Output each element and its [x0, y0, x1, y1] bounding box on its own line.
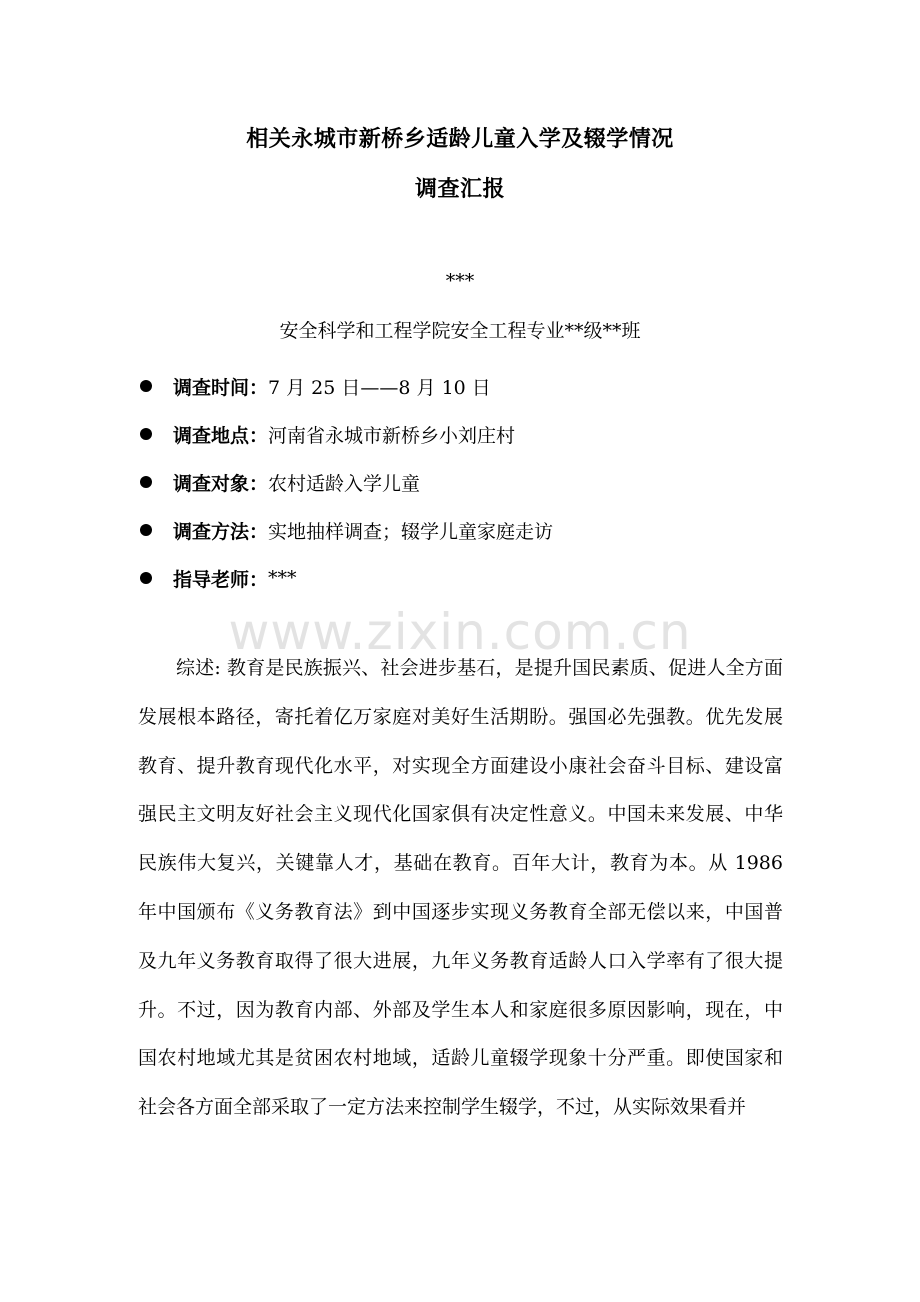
survey-info-list [137, 362, 817, 602]
document-title-line1: 相关永城市新桥乡适龄儿童入学及辍学情况 [246, 127, 674, 152]
bullet-icon [140, 524, 152, 536]
info-label: 调查方法： [173, 520, 269, 543]
info-value: 实地抽样调查；辍学儿童家庭走访 [268, 520, 554, 543]
info-item-method [137, 506, 817, 554]
info-item-advisor [137, 554, 817, 602]
bullet-icon [140, 476, 152, 488]
author-affiliation: 安全科学和工程学院安全工程专业**级**班 [279, 320, 641, 342]
bullet-icon [140, 428, 152, 440]
info-item-location [137, 410, 817, 458]
info-value: 7 月 25 日——8 月 10 日 [268, 376, 491, 399]
watermark: www.zixin.com.cn [228, 603, 692, 661]
bullet-icon [140, 380, 152, 392]
info-item-time [137, 362, 817, 410]
bullet-icon [140, 572, 152, 584]
info-label: 调查地点： [173, 424, 269, 447]
info-label: 调查对象： [173, 472, 269, 495]
info-label: 调查时间： [173, 376, 269, 399]
summary-paragraph: 综述: 教育是民族振兴、社会进步基石，是提升国民素质、促进人全方面发展根本路径，寄托着亿万家庭对美好生活期盼。强国必先强教。优先发展教育、提升教育现代化水平，对实现全方面建设小康社会奋斗目标、建设富强民主文明友好社会主义现代化国家俱有决定性意义。中国未来发展、中华民族伟大复兴，关键靠人才，基础在教育。百年大计，教育为本。从 1986 年中国颁布《义务教育法》到中国逐步实现义务教育全部无偿以来，中国普及九年义务教育取得了很大进展，九年义务教育适龄人口入学率有了很大提升。不过，因为教育内部、外部及学生本人和家庭很多原因影响，现在，中国农村地域尤其是贫困农村地域，适龄儿童辍学现象十分严重。即使国家和社会各方面全部采取了一定方法来控制学生辍学，不过，从实际效果看并 [138, 657, 783, 1119]
info-label: 指导老师： [173, 568, 269, 591]
document-title-line2: 调查汇报 [414, 177, 505, 202]
info-value: *** [268, 567, 297, 589]
info-item-subject [137, 458, 817, 506]
author-name: *** [445, 270, 475, 292]
info-value: 河南省永城市新桥乡小刘庄村 [268, 424, 516, 447]
info-value: 农村适龄入学儿童 [268, 472, 421, 495]
